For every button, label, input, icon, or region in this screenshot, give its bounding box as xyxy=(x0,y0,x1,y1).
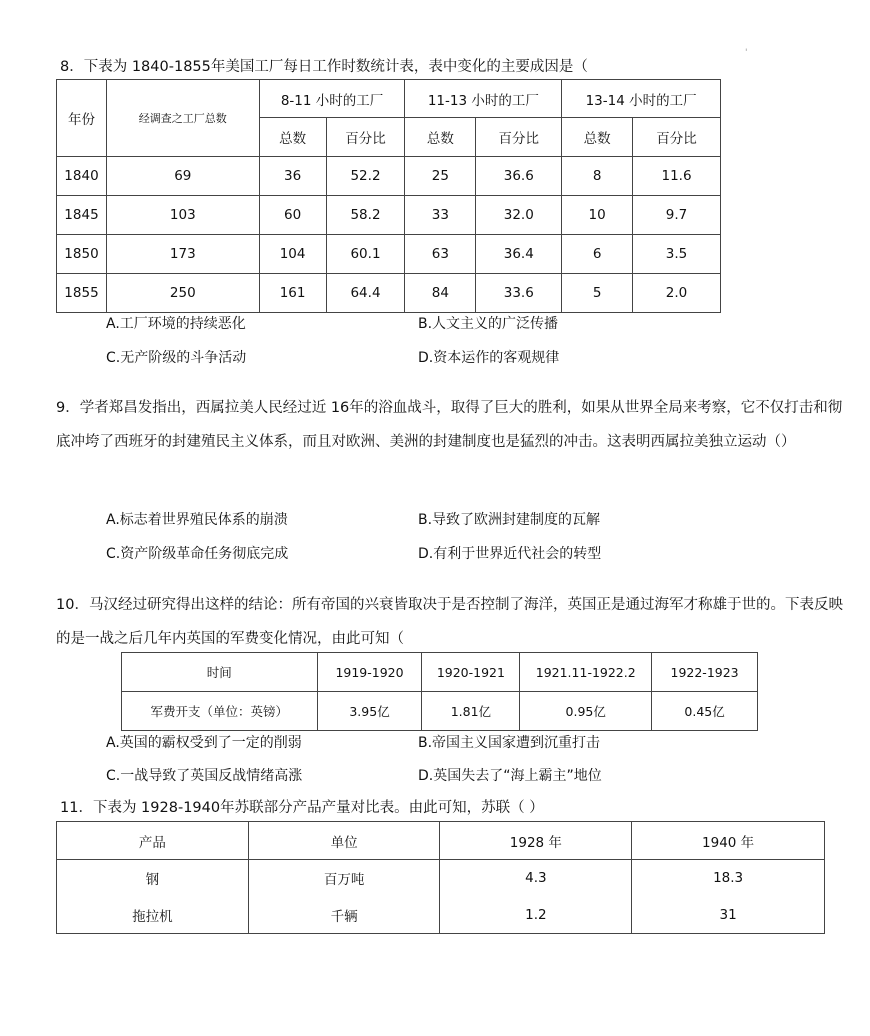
table-row xyxy=(57,860,825,897)
q11-header: 单位 xyxy=(248,822,440,860)
q8-header-count: 总数 xyxy=(562,118,633,157)
q8-option-d[interactable]: D.资本运作的客观规律 xyxy=(418,350,560,366)
q8-cell: 103 xyxy=(106,196,259,235)
q9-option-a[interactable]: A.标志着世界殖民体系的崩溃 xyxy=(106,512,288,528)
q10-header-time: 时间 xyxy=(122,653,318,692)
q11-stem: 11．下表为 1928-1940年苏联部分产品产量对比表。由此可知，苏联（ ） xyxy=(60,800,544,816)
q8-cell: 2.0 xyxy=(633,274,721,313)
q8-table xyxy=(56,79,721,313)
q10-value: 0.45亿 xyxy=(652,692,758,731)
q8-cell: 173 xyxy=(106,235,259,274)
q8-cell: 250 xyxy=(106,274,259,313)
q10-value: 3.95亿 xyxy=(317,692,422,731)
q8-cell: 9.7 xyxy=(633,196,721,235)
q8-cell: 5 xyxy=(562,274,633,313)
q8-cell: 8 xyxy=(562,157,633,196)
q8-cell: 64.4 xyxy=(326,274,405,313)
q8-cell: 36.4 xyxy=(476,235,562,274)
q8-cell: 1840 xyxy=(57,157,107,196)
q10-stem: 10．马汉经过研究得出这样的结论：所有帝国的兴衰皆取决于是否控制了海洋，英国正是通过海军才称雄于世的。下表反映的是一战之后几年内英国的军费变化情况，由此可知（ xyxy=(56,597,843,647)
q8-header-group3: 13-14 小时的工厂 xyxy=(562,80,721,118)
q10-period: 1919-1920 xyxy=(317,653,422,692)
q10-period: 1921.11-1922.2 xyxy=(520,653,652,692)
q11-table xyxy=(56,821,825,934)
q8-cell: 60 xyxy=(259,196,326,235)
q10-value: 0.95亿 xyxy=(520,692,652,731)
q8-option-a[interactable]: A.工厂环境的持续恶化 xyxy=(106,316,246,332)
q8-cell: 58.2 xyxy=(326,196,405,235)
table-row xyxy=(57,235,721,274)
q11-header: 产品 xyxy=(57,822,249,860)
q8-cell: 69 xyxy=(106,157,259,196)
q8-option-c[interactable]: C.无产阶级的斗争活动 xyxy=(106,350,247,366)
q8-cell: 6 xyxy=(562,235,633,274)
q10-option-a[interactable]: A.英国的霸权受到了一定的削弱 xyxy=(106,735,302,751)
q11-cell: 百万吨 xyxy=(248,860,440,897)
table-row xyxy=(57,274,721,313)
q8-cell: 1850 xyxy=(57,235,107,274)
q8-header-year: 年份 xyxy=(57,80,107,157)
q10-row-label: 军费开支（单位：英镑） xyxy=(122,692,318,731)
q8-header-group2: 11-13 小时的工厂 xyxy=(405,80,562,118)
q8-cell: 36.6 xyxy=(476,157,562,196)
q9-option-d[interactable]: D.有利于世界近代社会的转型 xyxy=(418,546,602,562)
q9-option-b[interactable]: B.导致了欧洲封建制度的瓦解 xyxy=(418,512,601,528)
q11-cell: 钢 xyxy=(57,860,249,897)
q10-value: 1.81亿 xyxy=(422,692,520,731)
q8-cell: 52.2 xyxy=(326,157,405,196)
q10-option-b[interactable]: B.帝国主义国家遭到沉重打击 xyxy=(418,735,601,751)
q8-option-b[interactable]: B.人文主义的广泛传播 xyxy=(418,316,559,332)
table-row xyxy=(57,196,721,235)
q8-header-pct: 百分比 xyxy=(326,118,405,157)
q11-cell: 31 xyxy=(632,897,825,934)
q9-stem: 9．学者郑昌发指出，西属拉美人民经过近 16年的浴血战斗，取得了巨大的胜利，如果从世界全局来考察，它不仅打击和彻底冲垮了西班牙的封建殖民主义体系，而且对欧洲、美洲的封建制度也是猛烈的冲击。这表明西属拉美独立运动（） xyxy=(56,400,843,450)
table-row xyxy=(57,897,825,934)
q8-cell: 161 xyxy=(259,274,326,313)
q11-cell: 4.3 xyxy=(440,860,632,897)
q11-cell: 拖拉机 xyxy=(57,897,249,934)
q8-cell: 33 xyxy=(405,196,476,235)
q8-stem: 8．下表为 1840-1855年美国工厂每日工作时数统计表，表中变化的主要成因是（ xyxy=(60,59,588,75)
q10-table xyxy=(121,652,758,731)
q8-cell: 36 xyxy=(259,157,326,196)
stray-mark: ' xyxy=(745,48,748,58)
q11-cell: 18.3 xyxy=(632,860,825,897)
q8-cell: 11.6 xyxy=(633,157,721,196)
q11-header: 1940 年 xyxy=(632,822,825,860)
table-row xyxy=(57,157,721,196)
q10-period: 1922-1923 xyxy=(652,653,758,692)
q8-cell: 33.6 xyxy=(476,274,562,313)
q8-header-count: 总数 xyxy=(259,118,326,157)
q8-header-total: 经调查之工厂总数 xyxy=(106,80,259,157)
q11-cell: 1.2 xyxy=(440,897,632,934)
q10-period: 1920-1921 xyxy=(422,653,520,692)
q10-option-d[interactable]: D.英国失去了“海上霸主”地位 xyxy=(418,768,602,784)
q8-header-pct: 百分比 xyxy=(476,118,562,157)
q9-option-c[interactable]: C.资产阶级革命任务彻底完成 xyxy=(106,546,289,562)
q8-cell: 104 xyxy=(259,235,326,274)
table-row xyxy=(122,692,758,731)
q8-cell: 60.1 xyxy=(326,235,405,274)
q8-cell: 63 xyxy=(405,235,476,274)
q8-cell: 10 xyxy=(562,196,633,235)
q11-cell: 千辆 xyxy=(248,897,440,934)
q8-cell: 3.5 xyxy=(633,235,721,274)
q8-cell: 25 xyxy=(405,157,476,196)
q8-header-group1: 8-11 小时的工厂 xyxy=(259,80,405,118)
q10-option-c[interactable]: C.一战导致了英国反战情绪高涨 xyxy=(106,768,303,784)
q8-cell: 1855 xyxy=(57,274,107,313)
q8-cell: 84 xyxy=(405,274,476,313)
q8-header-count: 总数 xyxy=(405,118,476,157)
q8-header-pct: 百分比 xyxy=(633,118,721,157)
q8-cell: 1845 xyxy=(57,196,107,235)
q8-cell: 32.0 xyxy=(476,196,562,235)
q11-header: 1928 年 xyxy=(440,822,632,860)
